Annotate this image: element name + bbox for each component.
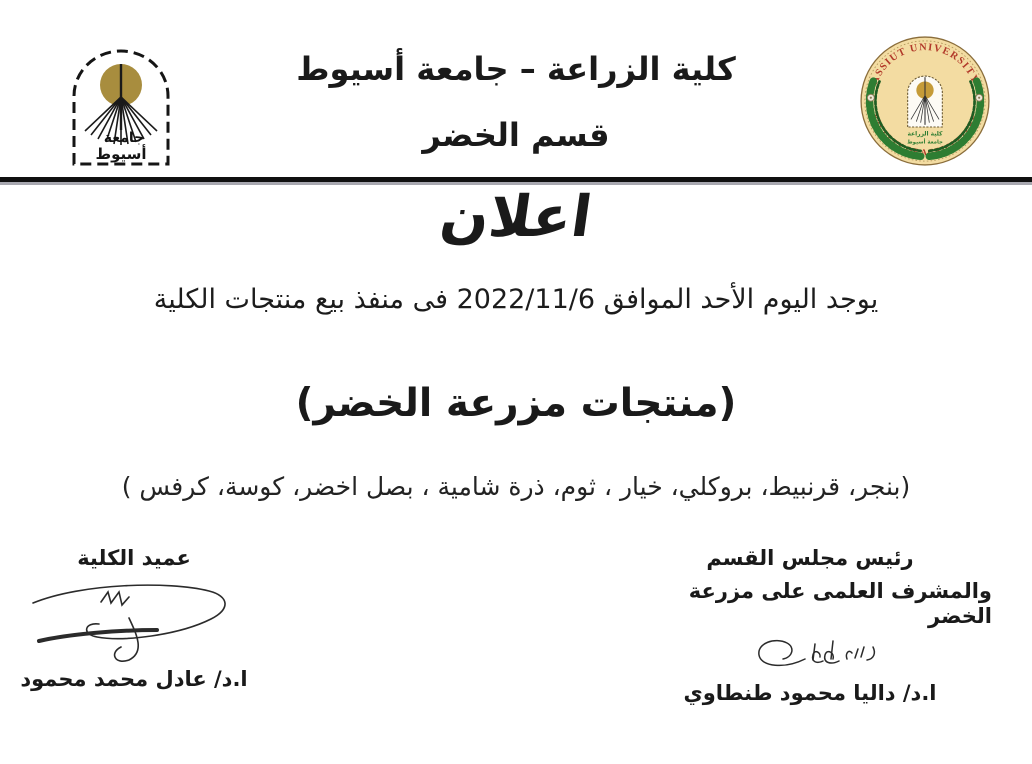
- department-head-title-line1: رئيس مجلس القسم: [706, 546, 914, 570]
- announcement-body-line: يوجد اليوم الأحد الموافق 2022/11/6 فى منفذ بيع منتجات الكلية: [153, 284, 879, 315]
- university-arch-logo-icon: [62, 40, 180, 170]
- signature-block-department-head: [628, 546, 992, 705]
- dean-title: عميد الكلية: [77, 546, 191, 570]
- logo-text-line1: جامعة: [103, 130, 145, 146]
- department-head-signature-icon: [735, 633, 885, 679]
- faculty-seal: [860, 36, 990, 166]
- faculty-university-title: كلية الزراعة – جامعة أسيوط: [296, 50, 736, 88]
- dean-name: ا.د/ عادل محمد محمود: [20, 667, 248, 692]
- seal-bottom-text: FACULTY OF AGRICULTURE: [870, 112, 980, 158]
- university-arch-logo: [62, 40, 180, 170]
- announcement-title: اعلان: [436, 184, 596, 250]
- department-head-title-line2: والمشرف العلمى على مزرعة الخضر: [688, 579, 992, 629]
- logo-text-line2: أسيوط: [95, 145, 147, 163]
- seal-top-text: ASSIUT UNIVERSITY: [869, 42, 981, 86]
- faculty-seal-icon: [860, 36, 990, 166]
- seal-center-line2: جامعة أسيوط: [907, 139, 943, 146]
- products-list-line: (بنجر، قرنبيط، بروكلي، خيار ، ثوم، ذرة شامية ، بصل اخضر، كوسة، كرفس ): [121, 472, 911, 501]
- announcement-subtitle: (منتجات مزرعة الخضر): [295, 381, 737, 426]
- signature-block-dean: [6, 546, 262, 691]
- seal-center-line1: كلية الزراعة: [907, 130, 943, 138]
- department-head-name: ا.د/ داليا محمود طنطاوي: [683, 680, 937, 705]
- dean-signature-icon: [27, 575, 241, 665]
- department-title: قسم الخضر: [422, 116, 610, 154]
- seal-center-emblem: [908, 76, 943, 127]
